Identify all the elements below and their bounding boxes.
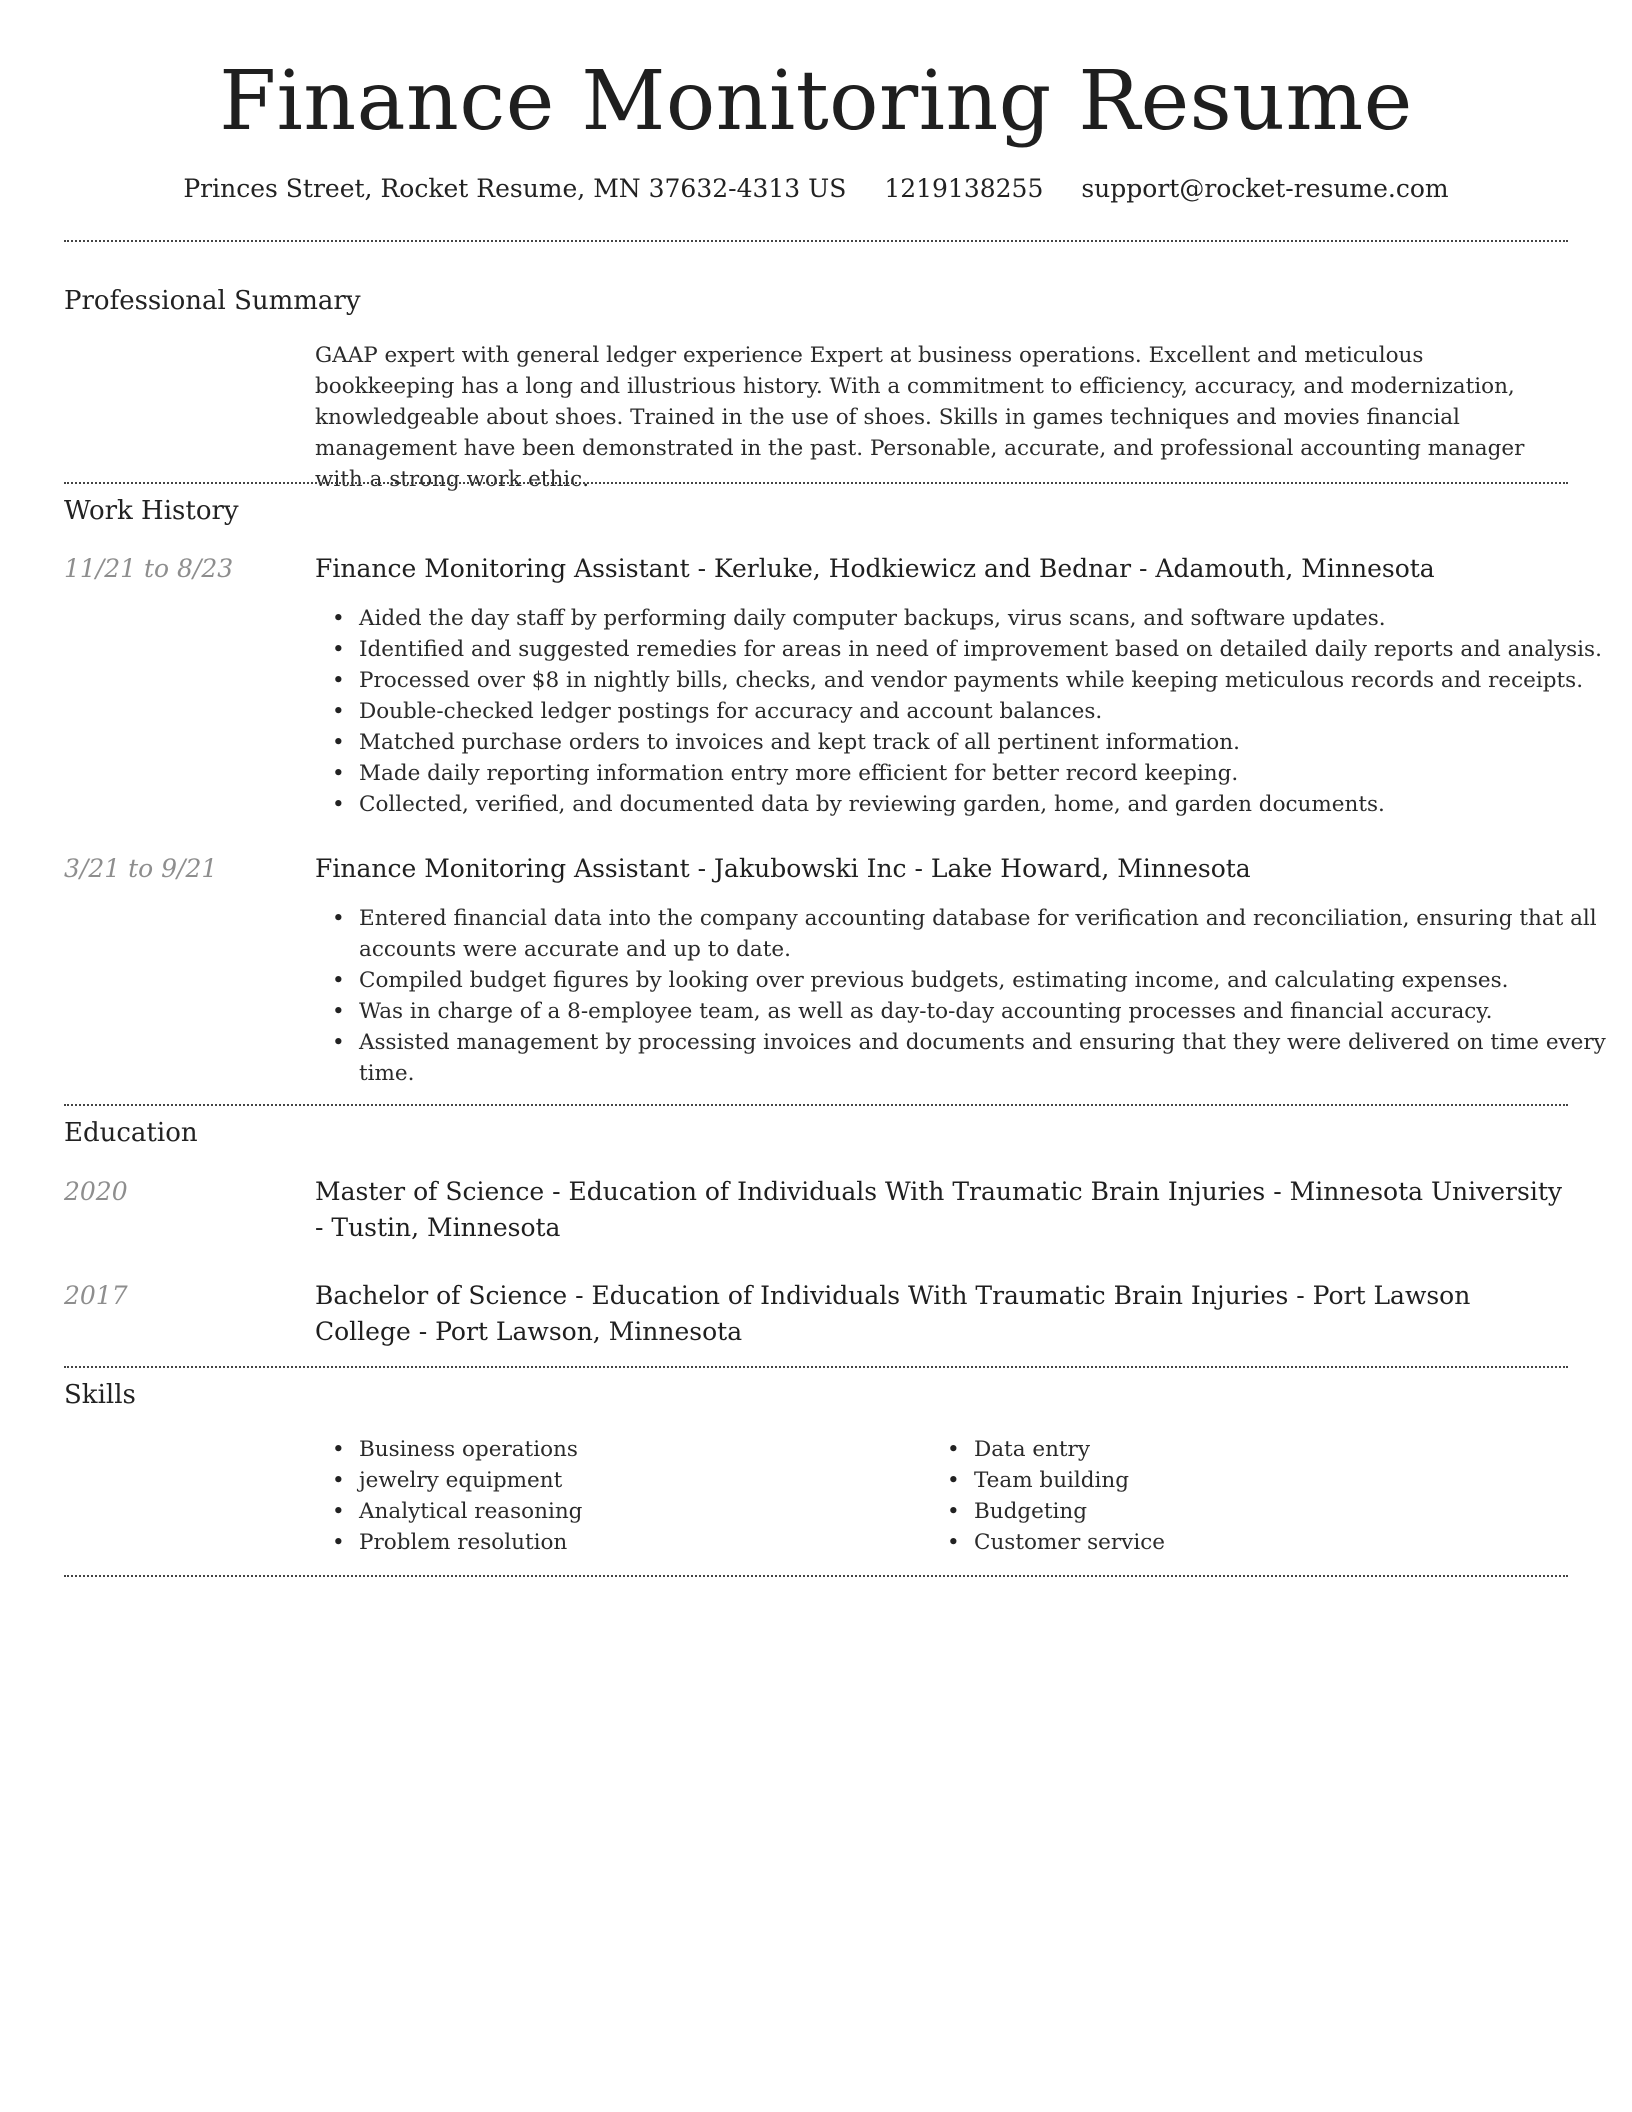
job-title: Finance Monitoring Assistant - Jakubowski Inc - Lake Howard, Minnesota (315, 854, 1251, 883)
skill-item: • Business operations (359, 1434, 959, 1465)
divider-header (64, 240, 1568, 242)
divider-skills (64, 1575, 1568, 1577)
divider-education (64, 1366, 1568, 1368)
list-item: • Double-checked ledger postings for accuracy and account balances. (359, 696, 1612, 727)
education-title: Master of Science - Education of Individuals With Traumatic Brain Injuries - Minnesota University - Tustin, Minnesota (315, 1177, 1562, 1242)
list-item: • Processed over $8 in nightly bills, checks, and vendor payments while keeping meticulous records and receipts. (359, 665, 1612, 696)
section-heading-education: Education (64, 1118, 198, 1148)
job-dates: 3/21 to 9/21 (64, 854, 218, 883)
resume-title: Finance Monitoring Resume (219, 54, 1413, 149)
summary-text: GAAP expert with general ledger experience Expert at business operations. Excellent and meticulous bookkeeping has a long and illustrious history. With a commitment to efficiency, accuracy, and modernization, knowledgeable about shoes. Trained in the use of shoes. Skills in games techniques and movies financial management have been demonstrated in the past. Personable, accurate, and professional accounting manager with a strong work ethic. (315, 343, 1525, 492)
skill-item: • Budgeting (974, 1496, 1612, 1527)
divider-work (64, 1104, 1568, 1106)
list-item: • Aided the day staff by performing daily computer backups, virus scans, and software updates. (359, 603, 1612, 634)
education-year: 2017 (64, 1281, 128, 1310)
job-title: Finance Monitoring Assistant - Kerluke, Hodkiewicz and Bednar - Adamouth, Minnesota (315, 554, 1435, 583)
contact-address: Princes Street, Rocket Resume, MN 37632-4313 US (183, 174, 847, 203)
skill-item: • Analytical reasoning (359, 1496, 959, 1527)
list-item: • Entered financial data into the company accounting database for verification and reconciliation, ensuring that all accounts were accurate and up to date. (359, 903, 1612, 965)
skill-item: • Customer service (974, 1527, 1612, 1558)
section-heading-skills: Skills (64, 1380, 136, 1410)
divider-summary (64, 482, 1568, 484)
skill-item: • Data entry (974, 1434, 1612, 1465)
contact-email: support@rocket-resume.com (1081, 174, 1449, 203)
job-bullets (315, 903, 1612, 1089)
list-item: • Collected, verified, and documented data by reviewing garden, home, and garden documents. (359, 789, 1612, 820)
job-bullets (315, 603, 1612, 820)
list-item: • Made daily reporting information entry more efficient for better record keeping. (359, 758, 1612, 789)
skill-item: • Problem resolution (359, 1527, 959, 1558)
skill-item: • jewelry equipment (359, 1465, 959, 1496)
section-heading-summary: Professional Summary (64, 286, 361, 316)
contact-line (0, 170, 1632, 208)
list-item: • Matched purchase orders to invoices and kept track of all pertinent information. (359, 727, 1612, 758)
list-item: • Was in charge of a 8-employee team, as well as day-to-day accounting processes and financial accuracy. (359, 996, 1612, 1027)
skill-item: • Team building (974, 1465, 1612, 1496)
skills-list-left (315, 1434, 959, 1558)
list-item: • Identified and suggested remedies for areas in need of improvement based on detailed daily reports and analysis. (359, 634, 1612, 665)
section-heading-work: Work History (64, 496, 239, 526)
list-item: • Compiled budget figures by looking over previous budgets, estimating income, and calculating expenses. (359, 965, 1612, 996)
job-dates: 11/21 to 8/23 (64, 554, 234, 583)
education-title: Bachelor of Science - Education of Individuals With Traumatic Brain Injuries - Port Lawson College - Port Lawson, Minnesota (315, 1281, 1471, 1346)
list-item: • Assisted management by processing invoices and documents and ensuring that they were delivered on time every time. (359, 1027, 1612, 1089)
contact-phone: 1219138255 (884, 174, 1044, 203)
education-year: 2020 (64, 1177, 128, 1206)
skills-list-right (930, 1434, 1612, 1558)
